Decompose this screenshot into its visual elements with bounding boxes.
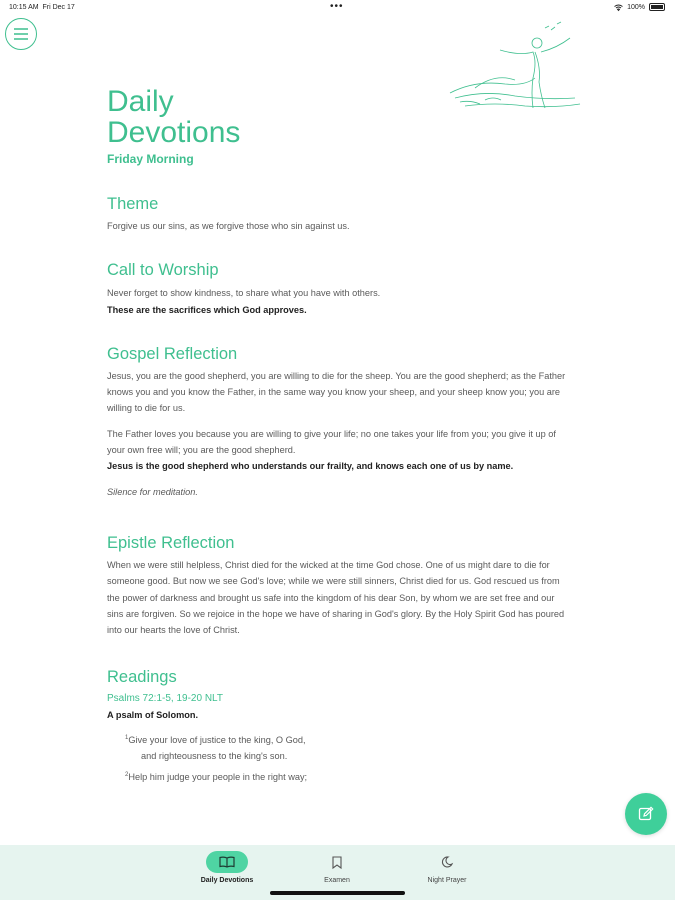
wifi-icon: [614, 4, 623, 11]
tab-pill: [426, 851, 468, 873]
gospel-paragraph-1: Jesus, you are the good shepherd, you are willing to die for the sheep. You are the good shepherd; as the Father knows you and you know the Father, in the same way you know your sheep, and your sheep know you; you are willing to die for us.: [107, 370, 566, 414]
theme-text: Forgive us our sins, as we forgive those who sin against us.: [107, 221, 350, 231]
tab-label: Daily Devotions: [200, 877, 254, 884]
verse-2: [125, 767, 569, 782]
battery-icon: [649, 3, 665, 11]
page-subtitle: Friday Morning: [107, 152, 194, 166]
home-indicator[interactable]: [270, 891, 405, 895]
verse-number: 1: [125, 734, 129, 741]
worship-bold-text: These are the sacrifices which God approves.: [107, 304, 307, 315]
title-line-2: Devotions: [107, 116, 241, 149]
verse-1-continued: and righteousness to the king's son.: [141, 750, 288, 761]
epistle-text: When we were still helpless, Christ died for the wicked at the time God chose. One of us might dare to die for someone good. But now we see God's love; while we were still sinners, Christ died for us. God rescued us from the power of darkness and brought us safe into the kingdom of his dear Son, by whom we are set free and our sins are forgiven. So we rejoice in the hope we have of sharing in God's glory. By the Holy Spirit God has poured into our hearts the love of Christ.: [107, 559, 565, 636]
tab-label: Night Prayer: [427, 877, 467, 884]
gospel-heading: Gospel Reflection: [107, 344, 238, 363]
status-right: [614, 3, 665, 11]
bookmark-icon: [332, 856, 342, 869]
worship-text: Never forget to show kindness, to share what you have with others.: [107, 288, 381, 299]
gospel-bold-text: Jesus is the good shepherd who understands our frailty, and knows each one of us by name.: [107, 461, 514, 472]
psalm-heading: A psalm of Solomon.: [107, 710, 199, 721]
readings-heading: Readings: [107, 668, 177, 687]
status-time: 10:15 AM Fri Dec 17: [9, 4, 75, 11]
epistle-heading: Epistle Reflection: [107, 533, 235, 552]
verse-line: Give your love of justice to the king, O God,: [128, 734, 306, 745]
reading-reference-link[interactable]: Psalms 72:1-5, 19-20 NLT: [107, 693, 223, 705]
tab-pill: [316, 851, 358, 873]
verse-1: [125, 730, 569, 748]
hamburger-icon: [14, 28, 28, 40]
moon-icon: [441, 856, 453, 868]
menu-button[interactable]: [5, 18, 37, 50]
edit-icon: [638, 806, 654, 822]
page-title: [107, 86, 569, 148]
battery-percent: 100%: [627, 3, 645, 11]
gospel-italic-text: Silence for meditation.: [107, 486, 198, 497]
theme-heading: Theme: [107, 195, 159, 213]
book-icon: [219, 856, 235, 868]
tab-label: Examen: [324, 877, 350, 884]
status-bar: [0, 0, 675, 16]
verse-line: Help him judge your people in the right way;: [128, 771, 308, 782]
tab-examen[interactable]: [282, 851, 392, 884]
multitask-dots[interactable]: •••: [330, 1, 344, 12]
journal-button[interactable]: [625, 793, 667, 835]
tab-night-prayer[interactable]: [392, 851, 502, 884]
verse-number: 2: [125, 771, 129, 778]
tab-daily-devotions[interactable]: [172, 851, 282, 884]
devotion-content: [107, 85, 569, 782]
gospel-paragraph-2: The Father loves you because you are willing to give your life; no one takes your life from you; you give it up of your own free will; you are the good shepherd.: [107, 428, 556, 456]
worship-heading: Call to Worship: [107, 261, 219, 280]
title-line-1: Daily: [107, 85, 174, 118]
tab-pill: [206, 851, 248, 873]
